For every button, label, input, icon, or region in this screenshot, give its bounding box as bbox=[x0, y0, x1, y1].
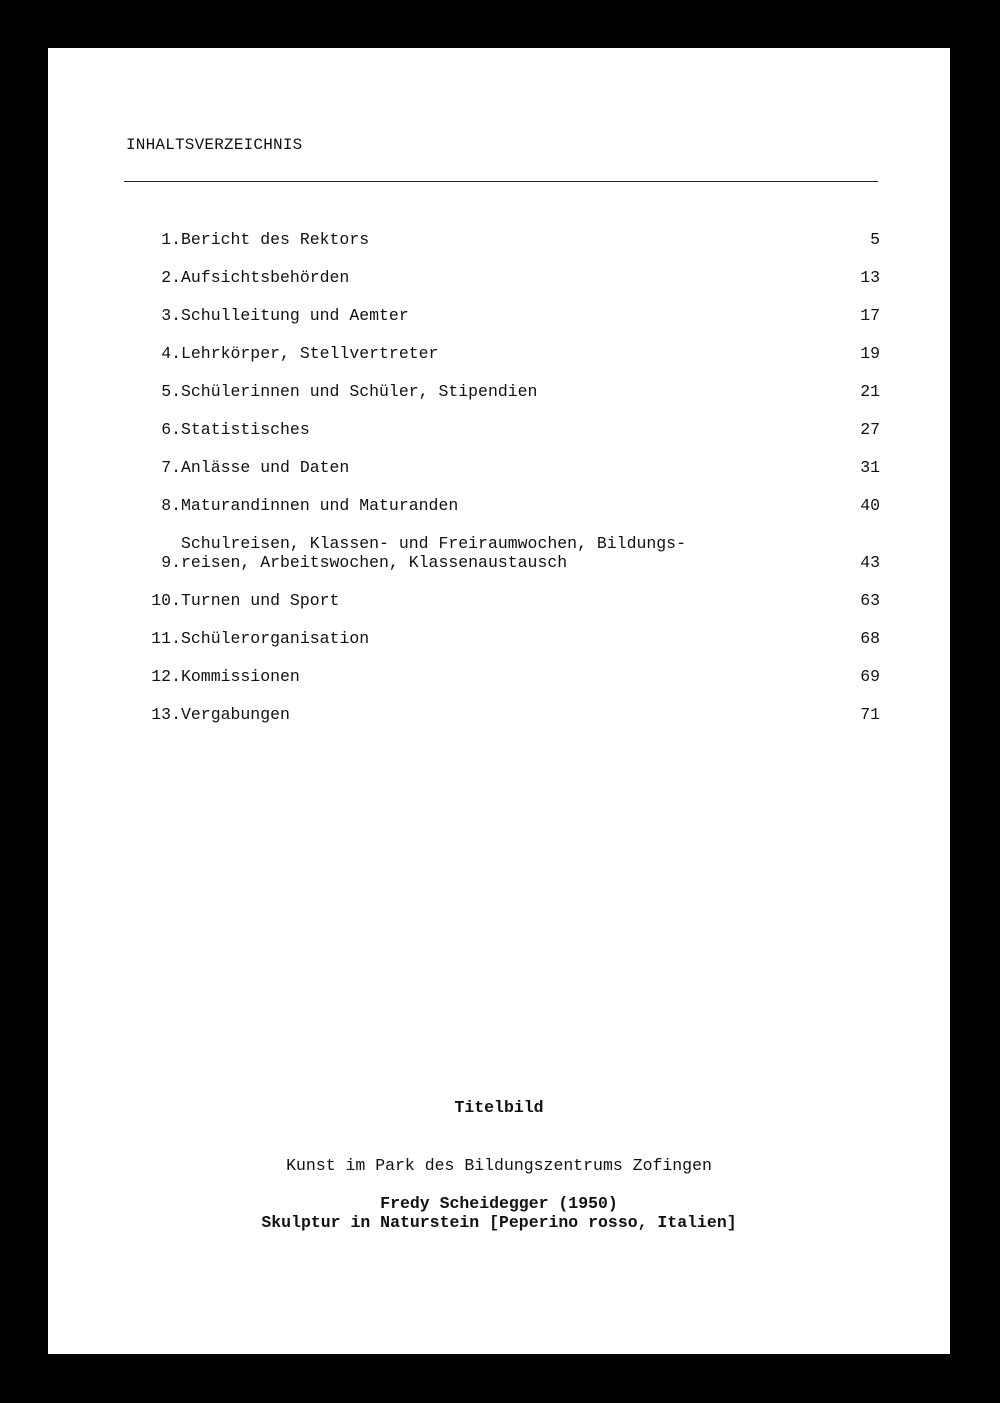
toc-entry-title bbox=[181, 667, 820, 686]
toc-entry bbox=[124, 306, 880, 325]
toc-entry-number: 3. bbox=[161, 306, 181, 325]
toc-entry-title bbox=[181, 268, 820, 287]
toc-entry-title-line: Schülerinnen und Schüler, Stipendien bbox=[181, 382, 538, 401]
toc-entry-page: 17 bbox=[860, 306, 880, 325]
toc-entry-title bbox=[181, 458, 820, 477]
toc-entry-number: 1. bbox=[161, 230, 181, 249]
toc-entry-number: 9. bbox=[161, 553, 181, 572]
toc-entry-title bbox=[181, 705, 820, 724]
toc-entry-title-line: Schülerorganisation bbox=[181, 629, 370, 648]
toc-entry-page: 71 bbox=[860, 705, 880, 724]
cover-caption-description: Kunst im Park des Bildungszentrums Zofingen bbox=[286, 1156, 712, 1175]
toc-entry-page: 21 bbox=[860, 382, 880, 401]
toc-entry-page: 68 bbox=[860, 629, 880, 648]
toc-entry-title-line: Turnen und Sport bbox=[181, 591, 340, 610]
toc-entry-page: 27 bbox=[860, 420, 880, 439]
toc-entry-page: 43 bbox=[860, 553, 880, 572]
toc-entry bbox=[124, 382, 880, 401]
toc-entry-number: 11. bbox=[151, 629, 181, 648]
cover-caption-credit bbox=[48, 1194, 950, 1232]
table-of-contents bbox=[124, 230, 880, 743]
toc-entry-title-line: Schulreisen, Klassen- und Freiraumwochen, Bildungs- bbox=[181, 534, 686, 553]
toc-entry-title-line: Statistisches bbox=[181, 420, 310, 439]
toc-entry bbox=[124, 496, 880, 515]
page-title: INHALTSVERZEICHNIS bbox=[126, 136, 303, 154]
toc-entry-page: 40 bbox=[860, 496, 880, 515]
toc-entry bbox=[124, 591, 880, 610]
cover-caption-artist: Fredy Scheidegger (1950) bbox=[380, 1194, 618, 1213]
toc-entry-page: 13 bbox=[860, 268, 880, 287]
toc-entry-number: 10. bbox=[151, 591, 181, 610]
toc-entry-title bbox=[181, 496, 820, 515]
toc-entry bbox=[124, 458, 880, 477]
toc-entry-title-line: Schulleitung und Aemter bbox=[181, 306, 409, 325]
toc-entry-page: 19 bbox=[860, 344, 880, 363]
toc-entry-number: 4. bbox=[161, 344, 181, 363]
toc-entry-title bbox=[181, 629, 820, 648]
toc-entry-number: 8. bbox=[161, 496, 181, 515]
toc-entry bbox=[124, 230, 880, 249]
toc-entry-title bbox=[181, 230, 820, 249]
toc-entry-title-line: Aufsichtsbehörden bbox=[181, 268, 350, 287]
toc-entry-number: 2. bbox=[161, 268, 181, 287]
toc-entry-number: 13. bbox=[151, 705, 181, 724]
toc-entry-title bbox=[181, 591, 820, 610]
toc-entry-title-line: Anlässe und Daten bbox=[181, 458, 350, 477]
toc-entry-title bbox=[181, 382, 820, 401]
toc-entry-page: 31 bbox=[860, 458, 880, 477]
toc-entry bbox=[124, 268, 880, 287]
toc-entry-title bbox=[181, 306, 820, 325]
toc-entry-page: 63 bbox=[860, 591, 880, 610]
toc-entry-number: 7. bbox=[161, 458, 181, 477]
toc-entry bbox=[124, 420, 880, 439]
document-page bbox=[48, 48, 950, 1354]
toc-entry-title bbox=[181, 344, 820, 363]
toc-entry-number: 6. bbox=[161, 420, 181, 439]
toc-entry-title-line: Kommissionen bbox=[181, 667, 300, 686]
toc-entry bbox=[124, 534, 880, 572]
cover-caption-title: Titelbild bbox=[454, 1098, 544, 1117]
toc-entry bbox=[124, 667, 880, 686]
toc-entry bbox=[124, 705, 880, 724]
toc-entry bbox=[124, 344, 880, 363]
title-divider bbox=[124, 181, 878, 182]
toc-entry-title-line: Lehrkörper, Stellvertreter bbox=[181, 344, 439, 363]
toc-entry bbox=[124, 629, 880, 648]
toc-entry-number: 5. bbox=[161, 382, 181, 401]
toc-entry-number: 12. bbox=[151, 667, 181, 686]
toc-entry-title-line: reisen, Arbeitswochen, Klassenaustausch bbox=[181, 553, 568, 572]
cover-caption-work: Skulptur in Naturstein [Peperino rosso, Italien] bbox=[261, 1213, 737, 1232]
toc-entry-title-line: Bericht des Rektors bbox=[181, 230, 370, 249]
toc-entry-title bbox=[181, 420, 820, 439]
toc-entry-title-line: Maturandinnen und Maturanden bbox=[181, 496, 459, 515]
toc-entry-page: 5 bbox=[870, 230, 880, 249]
toc-entry-title bbox=[181, 534, 820, 572]
toc-entry-title-line: Vergabungen bbox=[181, 705, 290, 724]
toc-entry-page: 69 bbox=[860, 667, 880, 686]
